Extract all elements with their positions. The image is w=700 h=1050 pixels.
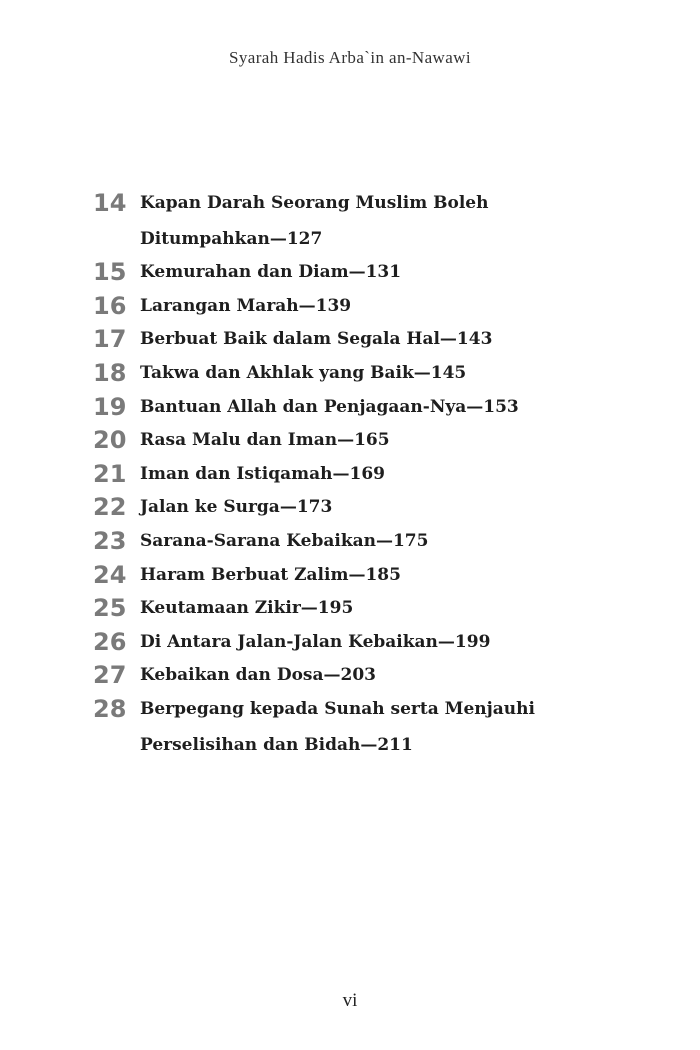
chapter-title bbox=[140, 627, 673, 661]
page-number: vi bbox=[342, 990, 358, 1011]
chapter-title bbox=[140, 188, 673, 257]
chapter-title bbox=[140, 694, 673, 763]
chapter-title bbox=[140, 358, 673, 392]
chapter-title-line: Larangan Marah—139 bbox=[140, 295, 352, 316]
toc-entry bbox=[93, 358, 673, 392]
chapter-number: 26 bbox=[93, 627, 127, 656]
toc-entry bbox=[93, 526, 673, 560]
chapter-title-line: Keutamaan Zikir—195 bbox=[140, 598, 354, 619]
chapter-title bbox=[140, 324, 673, 358]
chapter-title bbox=[140, 593, 673, 627]
chapter-title bbox=[140, 526, 673, 560]
chapter-number: 17 bbox=[93, 325, 127, 354]
toc-entry bbox=[93, 627, 673, 661]
chapter-title-line: Di Antara Jalan-Jalan Kebaikan—199 bbox=[140, 631, 491, 652]
chapter-title bbox=[140, 459, 673, 493]
chapter-title-line: Iman dan Istiqamah—169 bbox=[140, 463, 385, 484]
chapter-title bbox=[140, 660, 673, 694]
toc-entry bbox=[93, 257, 673, 291]
toc-entry bbox=[93, 593, 673, 627]
toc-entry bbox=[93, 188, 673, 257]
toc-entry bbox=[93, 425, 673, 459]
toc-entry bbox=[93, 392, 673, 426]
chapter-title-line: Kebaikan dan Dosa—203 bbox=[140, 665, 376, 686]
chapter-number: 22 bbox=[93, 493, 127, 522]
toc-entry bbox=[93, 459, 673, 493]
chapter-number: 23 bbox=[93, 526, 127, 555]
toc-entry bbox=[93, 492, 673, 526]
toc-entry bbox=[93, 560, 673, 594]
chapter-title-line: Sarana-Sarana Kebaikan—175 bbox=[140, 530, 429, 551]
chapter-number: 21 bbox=[93, 459, 127, 488]
chapter-title-line: Kapan Darah Seorang Muslim Boleh bbox=[140, 193, 489, 213]
chapter-number: 18 bbox=[93, 358, 127, 387]
chapter-number: 27 bbox=[93, 661, 127, 690]
chapter-title-line: Ditumpahkan—127 bbox=[140, 228, 323, 249]
chapter-title bbox=[140, 560, 673, 594]
chapter-title-line: Rasa Malu dan Iman—165 bbox=[140, 430, 390, 451]
chapter-number: 25 bbox=[93, 594, 127, 623]
chapter-title bbox=[140, 291, 673, 325]
chapter-title-line: Berbuat Baik dalam Segala Hal—143 bbox=[140, 329, 493, 350]
chapter-title bbox=[140, 425, 673, 459]
chapter-number: 28 bbox=[93, 694, 127, 723]
toc-entry bbox=[93, 660, 673, 694]
chapter-title bbox=[140, 392, 673, 426]
chapter-title-line: Bantuan Allah dan Penjagaan-Nya—153 bbox=[140, 396, 519, 417]
chapter-title-line: Jalan ke Surga—173 bbox=[140, 497, 333, 518]
chapter-title bbox=[140, 492, 673, 526]
chapter-title bbox=[140, 257, 673, 291]
toc-entry bbox=[93, 694, 673, 763]
chapter-number: 16 bbox=[93, 291, 127, 320]
chapter-title-line: Kemurahan dan Diam—131 bbox=[140, 262, 402, 283]
chapter-number: 15 bbox=[93, 258, 127, 287]
running-header: Syarah Hadis Arba`in an-Nawawi bbox=[229, 48, 471, 67]
chapter-number: 24 bbox=[93, 560, 127, 589]
toc-entry bbox=[93, 324, 673, 358]
table-of-contents bbox=[93, 188, 673, 763]
chapter-number: 14 bbox=[93, 189, 127, 217]
chapter-title-line: Takwa dan Akhlak yang Baik—145 bbox=[140, 362, 467, 383]
chapter-title-line: Haram Berbuat Zalim—185 bbox=[140, 564, 401, 585]
chapter-title-line: Perselisihan dan Bidah—211 bbox=[140, 734, 413, 755]
toc-entry bbox=[93, 291, 673, 325]
chapter-title-line: Berpegang kepada Sunah serta Menjauhi bbox=[140, 698, 535, 719]
chapter-number: 19 bbox=[93, 392, 127, 421]
chapter-number: 20 bbox=[93, 426, 127, 455]
